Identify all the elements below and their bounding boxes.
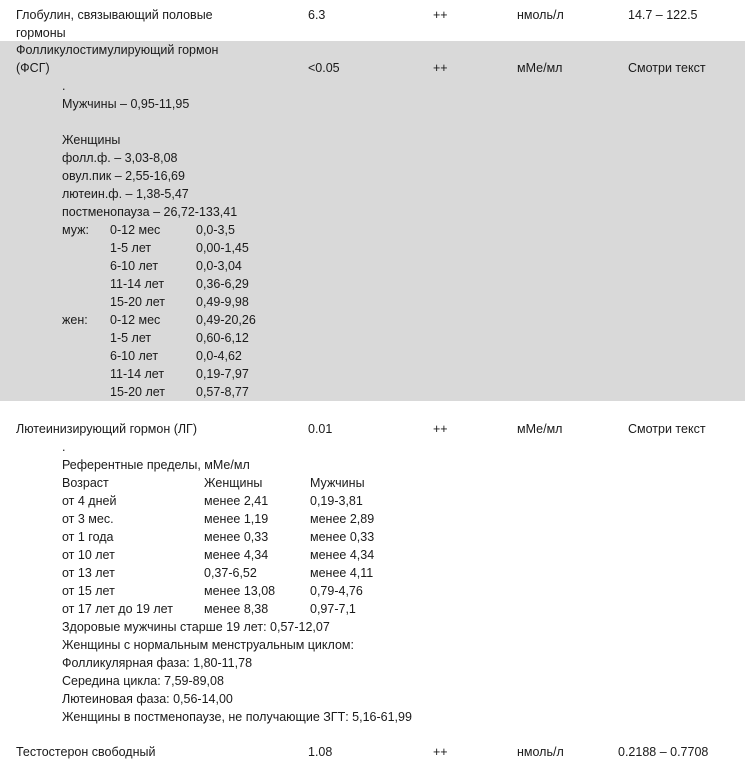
result-unit: нмоль/л: [517, 8, 564, 22]
men-range: Мужчины – 0,95-11,95: [62, 97, 190, 111]
result-flag: ++: [433, 422, 448, 436]
reference-note-line: Здоровые мужчины старше 19 лет: 0,57-12,07: [62, 620, 330, 634]
result-flag: ++: [433, 8, 448, 22]
result-flag: ++: [433, 61, 448, 75]
table-cell-men: менее 0,33: [310, 530, 375, 544]
table-cell-age: от 17 лет до 19 лет: [62, 602, 173, 616]
age-range: 0,00-1,45: [196, 241, 249, 255]
reference-note: Смотри текст: [628, 422, 706, 436]
age-group: 1-5 лет: [110, 331, 152, 345]
table-cell-men: 0,97-7,1: [310, 602, 356, 616]
table-cell-age: от 10 лет: [62, 548, 115, 562]
test-name: Тестостерон свободный: [16, 745, 156, 759]
age-group: 1-5 лет: [110, 241, 152, 255]
reference-title: Референтные пределы, мМе/мл: [62, 458, 250, 472]
women-header: Женщины: [62, 133, 121, 147]
table-cell-men: менее 2,89: [310, 512, 375, 526]
table-cell-women: менее 4,34: [204, 548, 269, 562]
reference-note: Смотри текст: [628, 61, 706, 75]
result-row-lh: [0, 420, 745, 730]
age-group: 15-20 лет: [110, 295, 165, 309]
age-range: 0,49-9,98: [196, 295, 249, 309]
test-name: Лютеинизирующий гормон (ЛГ): [16, 422, 197, 436]
table-cell-men: менее 4,11: [310, 566, 374, 580]
reference-note-line: Фолликулярная фаза: 1,80-11,78: [62, 656, 253, 670]
test-name: Глобулин, связывающий половые: [16, 8, 213, 22]
reference-note-line: Женщины в постменопаузе, не получающие ЗГТ: 5,16-61,99: [62, 710, 412, 724]
age-range: 0,0-3,5: [196, 223, 235, 237]
table-cell-women: 0,37-6,52: [204, 566, 257, 580]
table-cell-age: от 3 мес.: [62, 512, 114, 526]
age-group: 6-10 лет: [110, 349, 159, 363]
female-age-label: жен:: [62, 313, 88, 327]
age-range: 0,36-6,29: [196, 277, 249, 291]
table-header-women: Женщины: [204, 476, 263, 490]
age-group: 0-12 мес: [110, 313, 161, 327]
age-group: 15-20 лет: [110, 385, 165, 399]
result-flag: ++: [433, 745, 448, 759]
table-cell-men: 0,79-4,76: [310, 584, 363, 598]
age-range: 0,19-7,97: [196, 367, 249, 381]
table-cell-age: от 1 года: [62, 530, 114, 544]
age-range: 0,0-3,04: [196, 259, 242, 273]
result-row-shbg: [0, 0, 745, 42]
table-cell-men: 0,19-3,81: [310, 494, 363, 508]
table-cell-women: менее 13,08: [204, 584, 276, 598]
table-cell-women: менее 8,38: [204, 602, 269, 616]
table-cell-age: от 15 лет: [62, 584, 115, 598]
women-range: лютеин.ф. – 1,38-5,47: [62, 187, 189, 201]
result-value: 6.3: [308, 8, 326, 22]
women-range: фолл.ф. – 3,03-8,08: [62, 151, 178, 165]
result-value: 0.01: [308, 422, 333, 436]
age-group: 0-12 мес: [110, 223, 161, 237]
test-name: Фолликулостимулирующий гормон: [16, 43, 219, 57]
age-range: 0,0-4,62: [196, 349, 242, 363]
result-row-testosterone: [0, 743, 745, 765]
reference-note-line: Женщины с нормальным менструальным циклом:: [62, 638, 354, 652]
male-age-label: муж:: [62, 223, 89, 237]
table-header-age: Возраст: [62, 476, 109, 490]
age-group: 11-14 лет: [110, 367, 165, 381]
table-header-men: Мужчины: [310, 476, 365, 490]
result-unit: нмоль/л: [517, 745, 564, 759]
age-range: 0,49-20,26: [196, 313, 256, 327]
table-cell-women: менее 2,41: [204, 494, 269, 508]
table-cell-women: менее 1,19: [204, 512, 269, 526]
age-group: 6-10 лет: [110, 259, 159, 273]
result-row-fsh: [0, 41, 745, 401]
result-value: <0.05: [308, 61, 340, 75]
reference-note-line: Середина цикла: 7,59-89,08: [62, 674, 224, 688]
table-cell-men: менее 4,34: [310, 548, 375, 562]
test-name-continued: гормоны: [16, 26, 66, 40]
reference-range: 14.7 – 122.5: [628, 8, 698, 22]
result-unit: мМе/мл: [517, 422, 563, 436]
separator-dot: .: [62, 440, 66, 454]
test-name-continued: (ФСГ): [16, 61, 50, 75]
age-group: 11-14 лет: [110, 277, 165, 291]
reference-note-line: Лютеиновая фаза: 0,56-14,00: [62, 692, 233, 706]
table-cell-age: от 4 дней: [62, 494, 117, 508]
reference-range: 0.2188 – 0.7708: [618, 745, 709, 759]
women-range: постменопауза – 26,72-133,41: [62, 205, 238, 219]
result-unit: мМе/мл: [517, 61, 563, 75]
table-cell-women: менее 0,33: [204, 530, 269, 544]
age-range: 0,57-8,77: [196, 385, 249, 399]
separator-dot: .: [62, 79, 66, 93]
result-value: 1.08: [308, 745, 333, 759]
table-cell-age: от 13 лет: [62, 566, 115, 580]
age-range: 0,60-6,12: [196, 331, 249, 345]
women-range: овул.пик – 2,55-16,69: [62, 169, 185, 183]
